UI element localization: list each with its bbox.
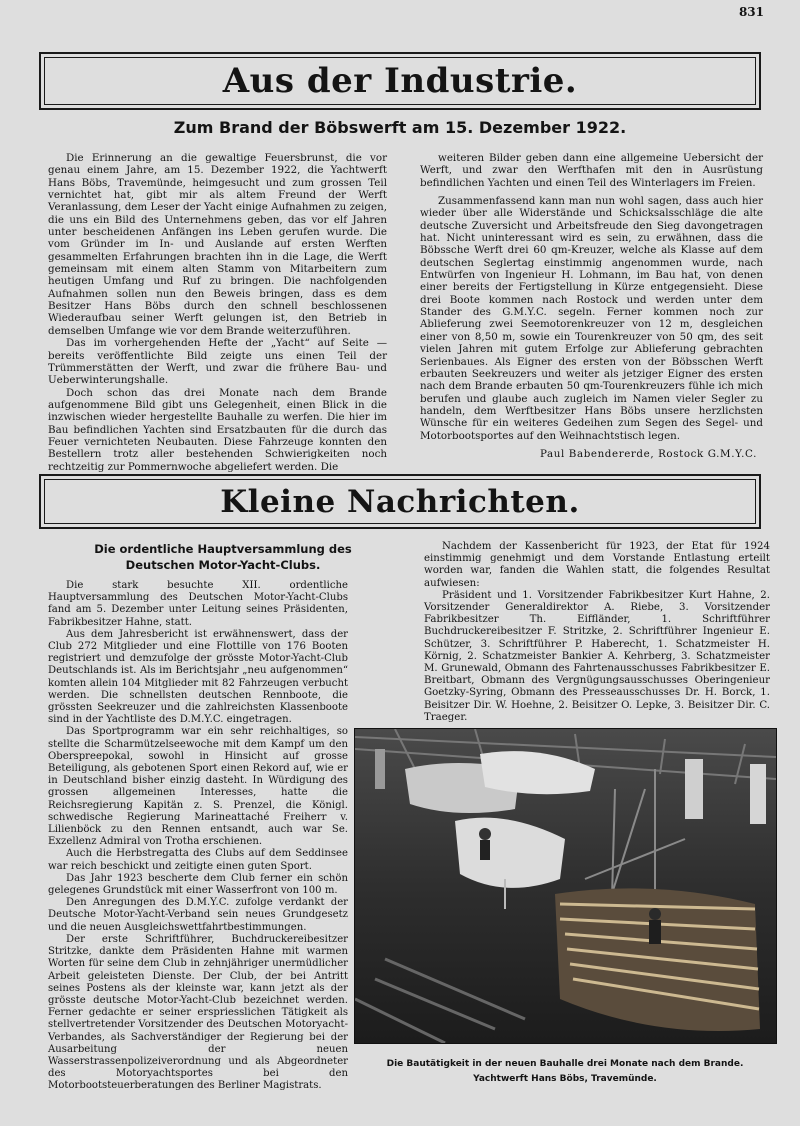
paragraph: Den Anregungen des D.M.Y.C. zufolge verdankt der Deutsche Motor-Yacht-Verband sein neues Grundgesetz und die neuen Ausgleichswettfahrtbestimmungen. [48,897,348,933]
paragraph: Der erste Schriftführer, Buchdruckereibesitzer Stritzke, dankte dem Präsidenten Hahne mit warmen Worten für seine dem Club in zehnjähriger unermüdlicher Arbeit geleisteten Dienste. Der Club, der bei Antritt seines Postens als der kleinste war, kann jetzt als der grösste deutsche Motor-Yacht-Club bezeichnet werden. Ferner gedachte er seiner erspriesslichen Tätigkeit als stellvertretender Vorsitzender des Deutschen Motoryacht-Verbandes, als Sachverständiger der Regierung bei der Ausarbeitung der neuen Wasserstrassenpolizeiverordnung und als Abgeordneter des Motoryachtsportes bei den Motorbootsteuerberatungen des Berliner Magistrats. [48,933,348,1092]
article-title [48,541,398,573]
window [375,749,385,789]
section-banner-industry [39,52,761,110]
news-right-column [424,541,770,724]
photo-illustration [355,729,776,1043]
window [685,759,703,819]
window [750,764,766,824]
section-banner-news [39,474,761,529]
paragraph: Auch die Herbstregatta des Clubs auf dem Seddinsee war reich beschickt und zeitigte einen guten Sport. [48,848,348,872]
news-left-column [48,580,348,1093]
paragraph: Das Sportprogramm war ein sehr reichhaltiges, so stellte die Scharmützelseewoche mit dem Kampf um den Oberspreepokal, sowohl in Hinsicht auf grosse Beteiligung, als gebotenen Sport einen Rekord auf, wie er in Deutschland bisher einzig dasteht. In Würdigung des grossen allgemeinen Interesses, hatte die Reichsregierung Kapitän z. S. Prenzel, die Königl. schwedische Regierung Marineattaché Freiherr v. Lilienböck zu den Rennen entsandt, auch war Se. Exzellenz Admiral von Trotha erschienen. [48,726,348,848]
page-number: 831 [738,5,764,19]
paragraph: Die stark besuchte XII. ordentliche Hauptversammlung des Deutschen Motor-Yacht-Clubs fand am 5. Dezember unter Leitung seines Präsidenten, Fabrikbesitzer Hahne, statt. [48,580,348,628]
article-title-line: Die ordentliche Hauptversammlung des [94,542,352,556]
author-signature: Paul Babendererde, Rostock G.M.Y.C. [539,447,757,460]
caption-line: Die Bautätigkeit in der neuen Bauhalle drei Monate nach dem Brande. [386,1059,744,1069]
article-left-column [48,152,387,473]
boatyard-photograph [354,728,777,1044]
worker-figure [480,840,490,860]
paragraph: Zusammenfassend kann man nun wohl sagen, dass auch hier wieder über alle Widerstände und Schicksalsschläge die alte deutsche Zuversicht und Arbeitsfreude den Sieg davongetragen hat. Nicht uninteressant wird es sein, zu erwähnen, dass die Böbssche Werft drei 60 qm-Kreuzer, welche als Klasse auf dem deutschen Seglertag einstimmig angenommen wurde, nach Entwürfen von Ingenieur H. Lohmann, im Bau hat, von denen einer bereits der Fertigstellung in Kürze entgegensieht. Diese drei Boote kommen nach Rostock und werden unter dem Stander des G.M.Y.C. segeln. Ferner kommen noch zur Ablieferung zwei Seemotorenkreuzer von 12 m, desgleichen einer von 8,50 m, sowie ein Tourenkreuzer von 50 qm, des seit vielen Jahren mit gutem Erfolge zur Ablieferung gebrachten Serienbaues. Als Eigner des ersten von der Böbsschen Werft erbauten Seekreuzers und weiter als jetziger Eigner des ersten nach dem Brande erbauten 50 qm-Tourenkreuzers fühle ich mich berufen und glaube auch zugleich im Namen vieler Segler zu handeln, dem Werftbesitzer Hans Böbs unsere herzlichsten Wünsche für ein weiteres Gedeihen zum Segen des Segel- und Motorbootsportes auf den Weihnachtstisch legen. [420,195,763,442]
paragraph: Doch schon das drei Monate nach dem Brande aufgenommene Bild gibt uns Gelegenheit, einen Blick in die inzwischen wieder hergestellte Bauhalle zu werfen. Die hier im Bau befindlichen Yachten sind Ersatzbauten für die durch das Feuer vernichteten Neubauten. Diese Fahrzeuge konnten den Bestellern trotz aller bestehenden Schwierigkeiten noch rechtzeitig zur Pommernwoche abgeliefert werden. Die [48,386,387,473]
paragraph: Das im vorhergehenden Hefte der „Yacht“ auf Seite — bereits veröffentlichte Bild zeigte uns einen Teil der Trümmerstätten der Werft, und zwar die frühere Bau- und Ueberwinterungshalle. [48,337,387,387]
paragraph: Präsident und 1. Vorsitzender Fabrikbesitzer Kurt Hahne, 2. Vorsitzender Generaldirektor A. Riebe, 3. Vorsitzender Fabrikbesitzer Th. Eiffländer, 1. Schriftführer Buchdruckereibesitzer F. Stritzke, 2. Schriftführer Ingenieur E. Schützer, 3. Schriftführer P. Haberecht, 1. Schatzmeister H. Körnig, 2. Schatzmeister Bankier A. Kehrberg, 3. Schatzmeister M. Grunewald, Obmann des Fahrtenausschusses Fabrikbesitzer E. Breitbart, Obmann des Vergnügungsausschusses Oberingenieur Goetzky-Syring, Obmann des Presseausschusses Dr. H. Borck, 1. Beisitzer Dir. W. Hoehne, 2. Beisitzer O. Lepke, 3. Beisitzer Dir. C. Traeger. [424,589,770,723]
photo-caption [352,1057,778,1087]
worker-figure [649,920,661,944]
paragraph: weiteren Bilder geben dann eine allgemeine Uebersicht der Werft, und zwar den Werfthafen mit den in Ausrüstung befindlichen Yachten und einen Teil des Winterlagers im Freien. [420,152,763,189]
paragraph: Die Erinnerung an die gewaltige Feuersbrunst, die vor genau einem Jahre, am 15. Dezember 1922, die Yachtwerft Hans Böbs, Travemünde, heimgesucht und zum grossen Teil vernichtet hat, gibt mir als altem Freund der Werft Veranlassung, dem Leser der Yacht einige Aufnahmen zu zeigen, die uns ein Bild des Unternehmens geben, das vor elf Jahren unter bescheidenen Anfängen ins Leben gerufen wurde. Die vom Gründer im In- und Auslande auf ersten Werften gesammelten Erfahrungen brachten ihn in die Lage, die Werft gemeinsam mit einem alten Stamm von Mitarbeitern zum heutigen Umfang und Ruf zu bringen. Die nachfolgenden Aufnahmen sollen nun den Beweis bringen, dass es dem Besitzer Hans Böbs durch den schnell beschlossenen Wiederaufbau seiner Werft gelungen ist, den Betrieb in demselben Umfange wie vor dem Brande weiterzuführen. [48,152,387,337]
paragraph: Nachdem der Kassenbericht für 1923, der Etat für 1924 einstimmig genehmigt und dem Vorstande Entlastung erteilt worden war, fanden die Wahlen statt, die folgendes Resultat aufwiesen: [424,541,770,589]
section-title: Kleine Nachrichten. [220,483,580,520]
caption-line: Yachtwerft Hans Böbs, Travemünde. [473,1074,657,1084]
article-headline: Zum Brand der Böbswerft am 15. Dezember 1922. [173,118,627,137]
paragraph: Aus dem Jahresbericht ist erwähnenswert, dass der Club 272 Mitglieder und eine Flottille von 176 Booten registriert und demzufolge der grösste Motor-Yacht-Club Deutschlands ist. Als im Berichtsjahr „neu aufgenommen“ komten allein 104 Mitglieder mit 82 Fahrzeugen verbucht werden. Die schnellsten deutschen Rennboote, die grössten Seekreuzer und die zahlreichsten Klassenboote sind in der Yachtliste des D.M.Y.C. eingetragen. [48,628,348,726]
worker-figure [479,828,491,840]
worker-figure [649,908,661,920]
article-title-line: Deutschen Motor-Yacht-Clubs. [125,558,321,572]
section-title: Aus der Industrie. [222,61,578,101]
article-right-column [420,152,763,460]
paragraph: Das Jahr 1923 bescherte dem Club ferner ein schön gelegenes Grundstück mit einer Wasserfront von 100 m. [48,872,348,897]
